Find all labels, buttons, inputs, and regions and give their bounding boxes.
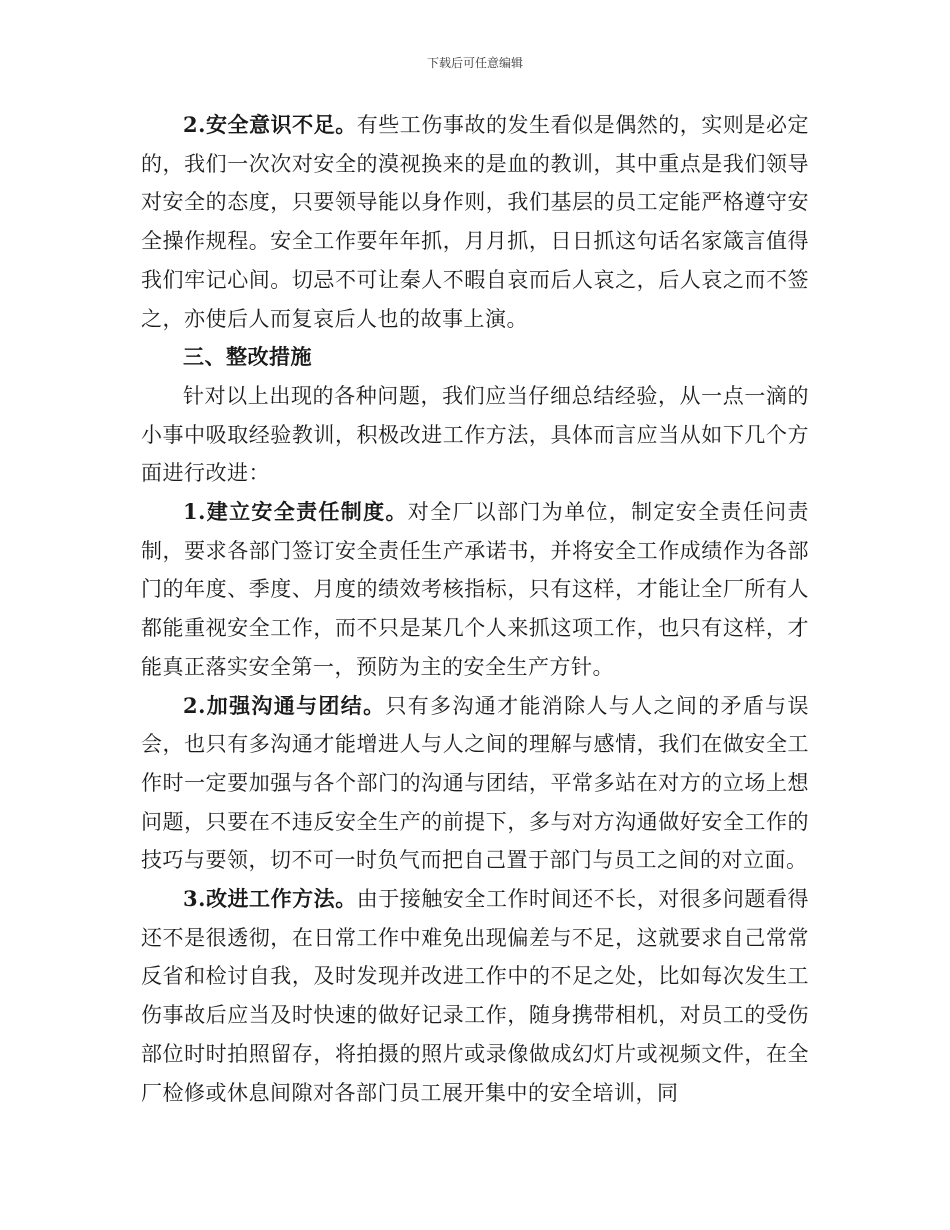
paragraph-text: 由于接触安全工作时间还不长，对很多问题看得还不是很透彻，在日常工作中难免出现偏差与不足，这就要求自己常常反省和检讨自我，及时发现并改进工作中的不足之处，比如每次发生工伤事故后应当及时快速的做好记录工作，随身携带相机，对员工的受伤部位时时拍照留存，将拍摄的照片或录像做成幻灯片或视频文件，在全厂检修或休息间隙对各部门员工展开集中的安全培训，同 <box>141 887 809 1105</box>
paragraph-text: 针对以上出现的各种问题，我们应当仔细总结经验，从一点一滴的小事中吸取经验教训，积极改进工作方法，具体而言应当从如下几个方面进行改进： <box>141 383 809 486</box>
paragraph-work-methods <box>141 880 809 1112</box>
paragraph-safety-awareness <box>141 106 809 338</box>
paragraph-text: 有些工伤事故的发生看似是偶然的，实则是必定的，我们一次次对安全的漠视换来的是血的教训，其中重点是我们领导对安全的态度，只要领导能以身作则，我们基层的员工定能严格遵守安全操作规程。安全工作要年年抓，月月抓，日日抓这句话名家箴言值得我们牢记心间。切忌不可让秦人不暇自哀而后人哀之，后人哀之而不签之，亦使后人而复哀后人也的故事上演。 <box>141 113 809 331</box>
paragraph-text: 对全厂以部门为单位，制定安全责任问责制，要求各部门签订安全责任生产承诺书，并将安全工作成绩作为各部门的年度、季度、月度的绩效考核指标，只有这样，才能让全厂所有人都能重视安全工作，而不只是某几个人来抓这项工作，也只有这样，才能真正落实安全第一，预防为主的安全生产方针。 <box>141 500 809 679</box>
paragraph-communication <box>141 687 809 881</box>
section-heading: 三、整改措施 <box>183 344 312 370</box>
paragraph-intro <box>141 377 809 493</box>
paragraph-responsibility-system <box>141 493 809 687</box>
paragraph-lead: 2.加强沟通与团结。 <box>183 692 386 718</box>
paragraph-text: 只有多沟通才能消除人与人之间的矛盾与误会，也只有多沟通才能增进人与人之间的理解与感情，我们在做安全工作时一定要加强与各个部门的沟通与团结，平常多站在对方的立场上想问题，只要在不违反安全生产的前提下，多与对方沟通做好安全工作的技巧与要领，切不可一时负气而把自己置于部门与员工之间的对立面。 <box>141 693 809 873</box>
paragraph-lead: 3.改进工作方法。 <box>183 886 357 912</box>
page-header: 下载后可任意编辑 <box>426 56 523 70</box>
paragraph-lead: 1.建立安全责任制度。 <box>183 499 408 525</box>
document-body <box>141 106 809 1112</box>
paragraph-lead: 2.安全意识不足。 <box>183 112 357 137</box>
